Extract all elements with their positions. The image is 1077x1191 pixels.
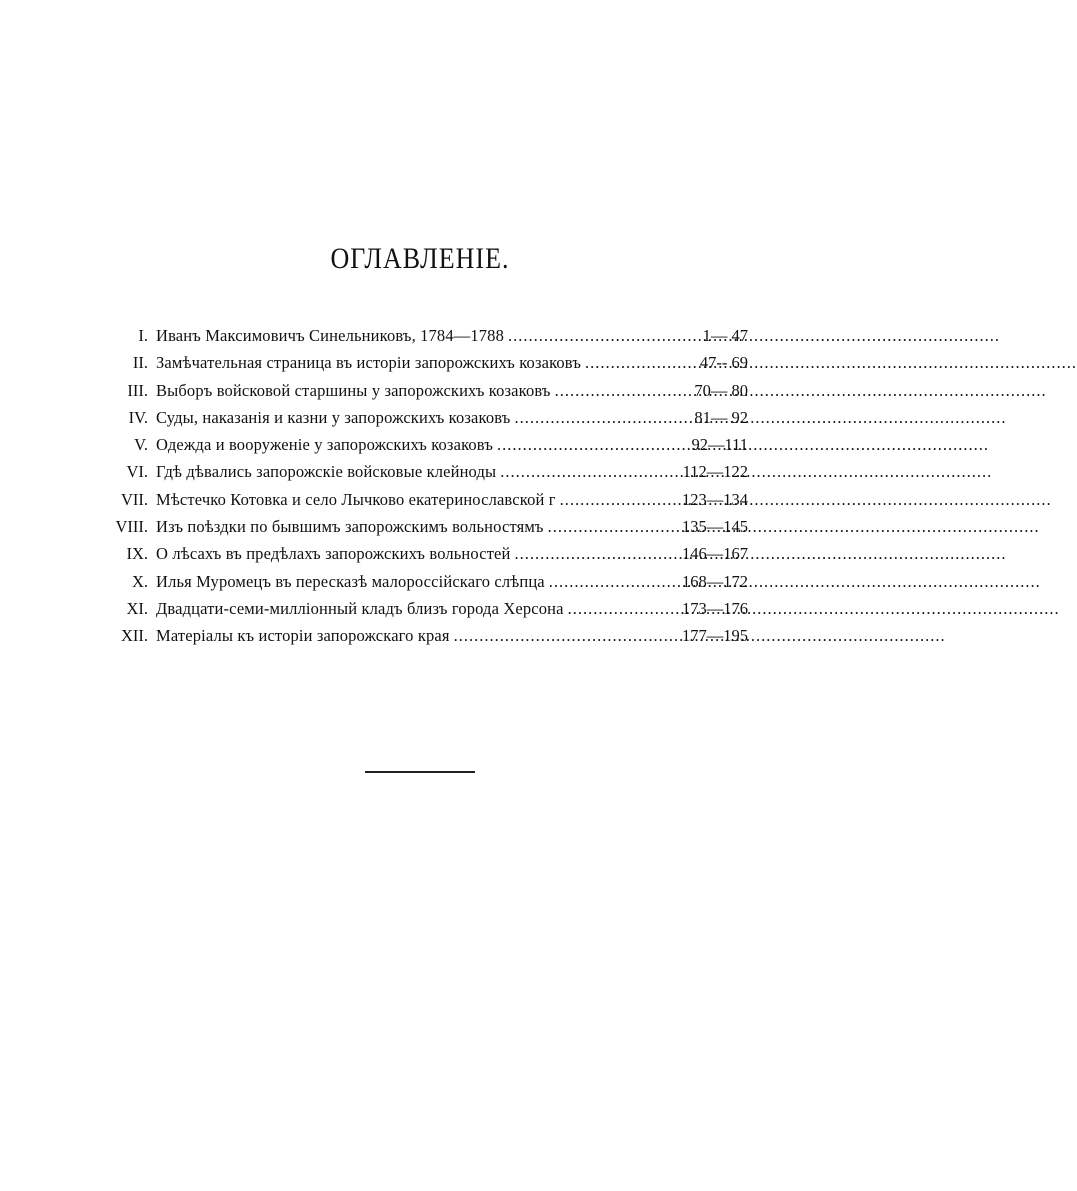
dot-leader <box>514 408 662 428</box>
entry-pages: 173—176 <box>682 598 748 618</box>
dot-leader <box>568 599 662 619</box>
entry-title: Замѣчательная страница въ исторіи запорожскихъ козаковъ <box>156 353 582 373</box>
entry-number: IX. <box>126 544 148 564</box>
closing-rule <box>365 771 475 773</box>
entry-pages: 47-- 69 <box>699 353 748 373</box>
dot-leader <box>560 490 662 510</box>
entry-pages: 70— 80 <box>694 380 748 400</box>
entry-pages: 123—134 <box>682 489 748 509</box>
entry-title: Двадцати-семи-милліонный кладъ близъ города Херсона <box>156 598 564 618</box>
entry-title: О лѣсахъ въ предѣлахъ запорожскихъ вольностей <box>156 544 511 564</box>
toc-entry <box>92 490 748 517</box>
entry-number: V. <box>134 435 148 455</box>
toc-entry <box>92 326 748 353</box>
entry-title: Илья Муромецъ въ пересказѣ малороссійскаго слѣпца <box>156 571 545 591</box>
entry-number: III. <box>127 380 148 400</box>
dot-leader <box>508 326 662 346</box>
entry-pages: 135—145 <box>682 517 748 537</box>
table-of-contents <box>92 326 748 654</box>
entry-number: I. <box>138 326 148 345</box>
entry-title: Матеріалы къ исторіи запорожскаго края <box>156 626 450 646</box>
entry-pages: 146—167 <box>682 544 748 564</box>
entry-number: X. <box>131 571 148 591</box>
dot-leader <box>585 353 662 373</box>
entry-number: II. <box>132 353 148 373</box>
entry-title: Изъ поѣздки по бывшимъ запорожскимъ вольностямъ <box>156 517 544 537</box>
entry-pages: 112—122 <box>682 462 748 482</box>
dot-leader <box>515 544 662 564</box>
entry-pages: 92—111 <box>691 435 748 455</box>
toc-entry <box>92 572 748 599</box>
entry-title: Суды, наказанія и казни у запорожскихъ козаковъ <box>156 407 511 427</box>
dot-leader <box>555 381 662 401</box>
toc-entry <box>92 381 748 408</box>
dot-leader <box>497 435 662 455</box>
toc-entry <box>92 462 748 489</box>
entry-number: VI. <box>126 462 148 482</box>
entry-pages: 1— 47 <box>702 326 748 345</box>
toc-entry <box>92 353 748 380</box>
dot-leader <box>454 626 662 646</box>
dot-leader <box>548 517 662 537</box>
entry-number: VII. <box>120 489 148 509</box>
entry-number: XII. <box>120 626 148 646</box>
toc-entry <box>92 599 748 626</box>
dot-leader <box>549 572 662 592</box>
entry-number: VIII. <box>115 517 148 537</box>
entry-pages: 168—172 <box>682 571 748 591</box>
toc-entry <box>92 408 748 435</box>
entry-title: Одежда и вооруженіе у запорожскихъ козаковъ <box>156 435 494 455</box>
entry-title: Иванъ Максимовичъ Синельниковъ, 1784—1788 <box>156 326 504 345</box>
entry-number: IV. <box>128 407 148 427</box>
entry-title: Выборъ войсковой старшины у запорожскихъ козаковъ <box>156 380 551 400</box>
entry-pages: 177—195 <box>682 626 748 646</box>
entry-number: XI. <box>126 598 148 618</box>
entry-pages: 81— 92 <box>694 407 748 427</box>
toc-entry <box>92 435 748 462</box>
toc-entry <box>92 544 748 571</box>
page-title: ОГЛАВЛЕНIЕ. <box>330 242 510 275</box>
entry-title: Гдѣ дѣвались запорожскіе войсковые клейноды <box>156 462 497 482</box>
entry-title: Мѣстечко Котовка и село Лычково екатеринославской г <box>156 489 556 509</box>
toc-entry <box>92 626 748 653</box>
dot-leader <box>500 462 662 482</box>
toc-entry <box>92 517 748 544</box>
